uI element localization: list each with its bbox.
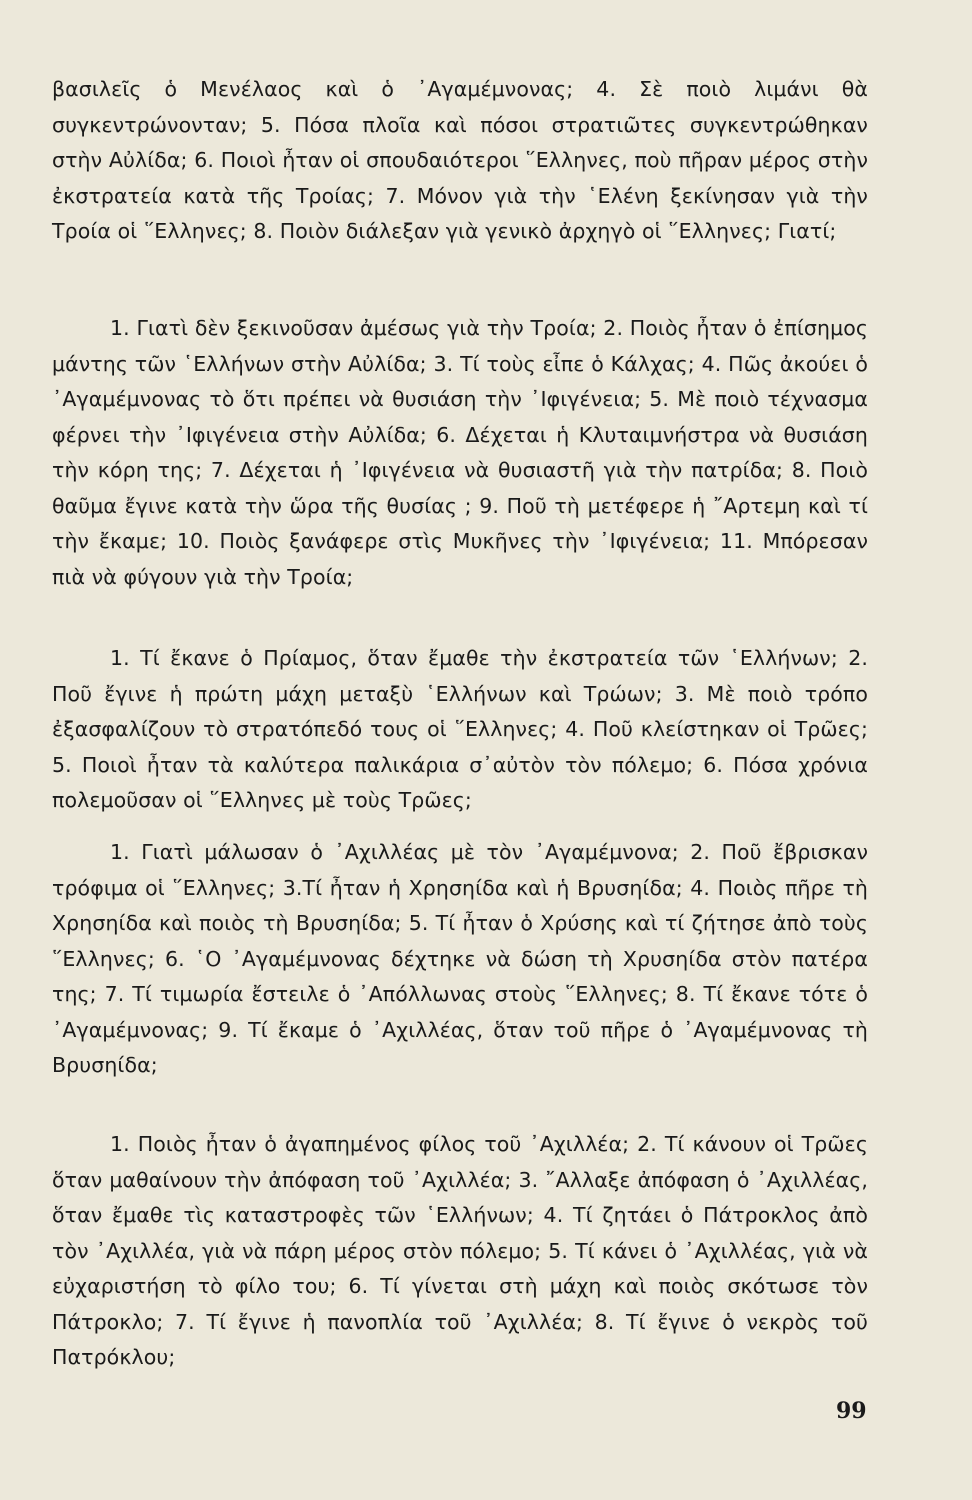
question-paragraph-4: 1. Γιατὶ μάλωσαν ὁ ᾿Αχιλλέας μὲ τὸν ᾿Αγαμέμνονα; 2. Ποῦ ἔβρισκαν τρόφιμα οἱ ῞Ελληνες; 3.Τί ἦταν ἡ Χρησηίδα καὶ ἡ Βρυσηίδα; 4. Ποιὸς πῆρε τὴ Χρησηίδα καὶ ποιὸς τὴ Βρυσηίδα; 5. Τί ἦταν ὁ Χρύσης καὶ τί ζήτησε ἀπὸ τοὺς ῞Ελληνες; 6. ῾Ο ᾿Αγαμέμνονας δέχτηκε νὰ δώση τὴ Χρυσηίδα στὸν πατέρα της; 7. Τί τιμωρία ἔστειλε ὁ ᾿Απόλλωνας στοὺς ῞Ελληνες; 8. Τί ἔκανε τότε ὁ ᾿Αγαμέμνονας; 9. Τί ἔκαμε ὁ ᾿Αχιλλέας, ὅταν τοῦ πῆρε ὁ ᾿Αγαμέμνονας τὴ Βρυσηίδα; (52, 840, 868, 1077)
question-paragraph-1: βασιλεῖς ὁ Μενέλαος καὶ ὁ ᾿Αγαμέμνονας; 4. Σὲ ποιὸ λιμάνι θὰ συγκεντρώνονταν; 5. Πόσα πλοῖα καὶ πόσοι στρατιῶτες συγκεντρώθηκαν στὴν Αὐλίδα; 6. Ποιοὶ ἦταν οἱ σπουδαιότεροι ῞Ελληνες, ποὺ πῆραν μέρος στὴν ἐκστρατεία κατὰ τῆς Τροίας; 7. Μόνον γιὰ τὴν ῾Ελένη ξεκίνησαν γιὰ τὴν Τροία οἱ ῞Ελληνες; 8. Ποιὸν διάλεξαν γιὰ γενικὸ ἀρχηγὸ οἱ ῞Ελληνες; Γιατί; (52, 77, 868, 243)
question-paragraph-2: 1. Γιατὶ δὲν ξεκινοῦσαν ἀμέσως γιὰ τὴν Τροία; 2. Ποιὸς ἦταν ὁ ἐπίσημος μάντης τῶν ῾Ελλήνων στὴν Αὐλίδα; 3. Τί τοὺς εἶπε ὁ Κάλχας; 4. Πῶς ἀκούει ὁ ᾿Αγαμέμνονας τὸ ὅτι πρέπει νὰ θυσιάση τὴν ᾿Ιφιγένεια; 5. Μὲ ποιὸ τέχνασμα φέρνει τὴν ᾿Ιφιγένεια στὴν Αὐλίδα; 6. Δέχεται ἡ Κλυταιμνήστρα νὰ θυσιάση τὴν κόρη της; 7. Δέχεται ἡ ᾿Ιφιγένεια νὰ θυσιαστῆ γιὰ τὴν πατρίδα; 8. Ποιὸ θαῦμα ἔγινε κατὰ τὴν ὥρα τῆς θυσίας ; 9. Ποῦ τὴ μετέφερε ἡ ῎Αρτεμη καὶ τί τὴν ἔκαμε; 10. Ποιὸς ξανάφερε στὶς Μυκῆνες τὴν ᾿Ιφιγένεια; 11. Μπόρεσαν πιὰ νὰ φύγουν γιὰ τὴν Τροία; (52, 316, 868, 589)
question-paragraph-5: 1. Ποιὸς ἦταν ὁ ἀγαπημένος φίλος τοῦ ᾿Αχιλλέα; 2. Τί κάνουν οἱ Τρῶες ὅταν μαθαίνουν τὴν ἀπόφαση τοῦ ᾿Αχιλλέα; 3. ῎Αλλαξε ἀπόφαση ὁ ᾿Αχιλλέας, ὅταν ἔμαθε τὶς καταστροφὲς τῶν ῾Ελλήνων; 4. Τί ζητάει ὁ Πάτροκλος ἀπὸ τὸν ᾿Αχιλλέα, γιὰ νὰ πάρη μέρος στὸν πόλεμο; 5. Τί κάνει ὁ ᾿Αχιλλέας, γιὰ νὰ εὐχαριστήση τὸ φίλο του; 6. Τί γίνεται στὴ μάχη καὶ ποιὸς σκότωσε τὸν Πάτροκλο; 7. Τί ἔγινε ἡ πανοπλία τοῦ ᾿Αχιλλέα; 8. Τί ἔγινε ὁ νεκρὸς τοῦ Πατρόκλου; (52, 1132, 868, 1369)
page-number: 99 (836, 1398, 867, 1424)
question-paragraph-3: 1. Τί ἔκανε ὁ Πρίαμος, ὅταν ἔμαθε τὴν ἐκστρατεία τῶν ῾Ελλήνων; 2. Ποῦ ἔγινε ἡ πρώτη μάχη μεταξὺ ῾Ελλήνων καὶ Τρώων; 3. Μὲ ποιὸ τρόπο ἐξασφαλίζουν τὸ στρατόπεδό τους οἱ ῞Ελληνες; 4. Ποῦ κλείστηκαν οἱ Τρῶες; 5. Ποιοὶ ἦταν τὰ καλύτερα παλικάρια σ᾿αὐτὸν τὸν πόλεμο; 6. Πόσα χρόνια πολεμοῦσαν οἱ ῞Ελληνες μὲ τοὺς Τρῶες; (52, 646, 868, 812)
